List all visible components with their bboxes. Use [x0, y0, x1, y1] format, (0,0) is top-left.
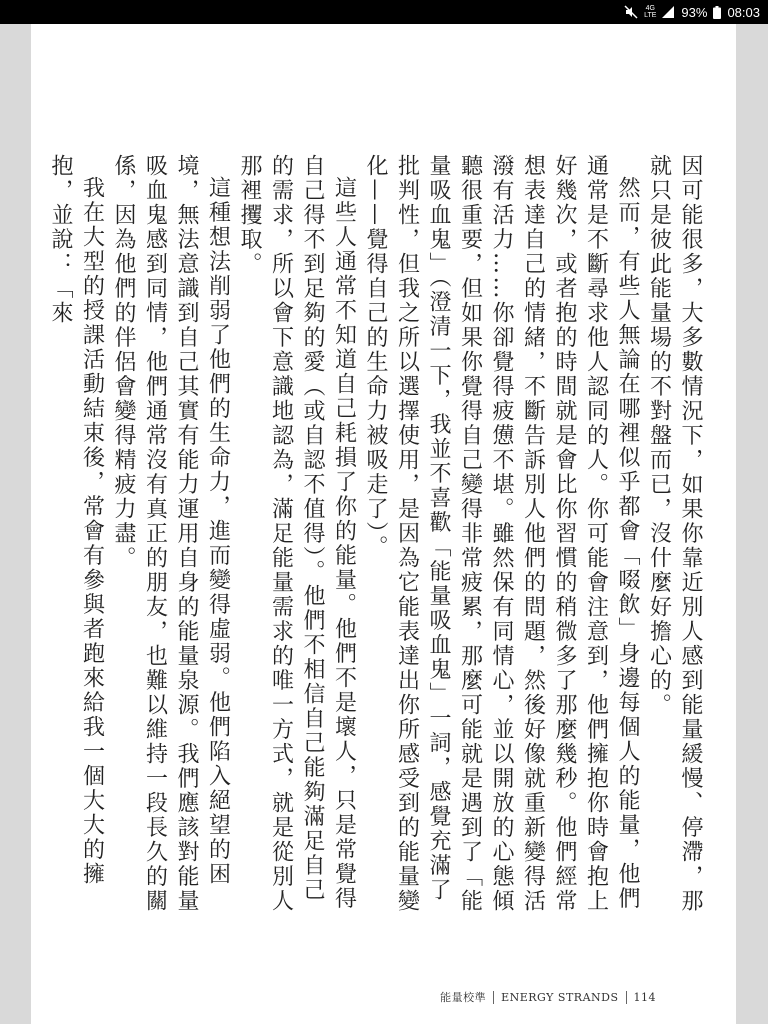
page-text [48, 154, 706, 924]
page-number: 114 [633, 990, 656, 1004]
status-icons [624, 0, 760, 24]
paragraph: 然而，有些人無論在哪裡似乎都會「啜飲」身邊每個人的能量，他們通常是不斷尋求他人認同的人。你可能會注意到，他們擁抱你時會抱上好幾次，或者抱的時間就是會比你習慣的稍微多了那麼幾秒。他們經常想表達自己的情緒，不斷告訴別人他們的問題，然後好像就重新變得活潑有活力……你卻覺得疲憊不堪。雖然保有同情心，並以開放的心態傾聽很重要，但如果你覺得自己變得非常疲累，那麼可能就是遇到了「能量吸血鬼」（澄清一下，我並不喜歡「能量吸血鬼」一詞，感覺充滿了批判性，但我之所以選擇使用，是因為它能表達出你所感受到的能量變化——覺得自己的生命力被吸走了）。 [363, 154, 640, 914]
page-footer [440, 989, 656, 1005]
paragraph: 這些人通常不知道自己耗損了你的能量。他們不是壞人，只是常覺得自己得不到足夠的愛（或自認不值得）。他們不相信自己能夠滿足自己的需求，所以會下意識地認為，滿足能量需求的唯一方式，就是從別人那裡攫取。 [237, 154, 357, 914]
network-type-top: 4G [645, 5, 655, 12]
battery-percent: 93% [681, 4, 708, 20]
network-type [644, 5, 656, 19]
paragraph-continued: 因可能很多，大多數情況下，如果你靠近別人感到能量緩慢、停滯，那就只是彼此能量場的不對盤而已，沒什麼好擔心的。 [646, 154, 703, 914]
paragraph: 我在大型的授課活動結束後，常會有參與者跑來給我一個大大的擁抱，並說：「來 [48, 154, 105, 887]
status-bar [0, 0, 768, 24]
battery-icon [713, 6, 721, 19]
network-type-bottom: LTE [644, 12, 657, 19]
footer-divider [626, 991, 627, 1004]
mute-icon [624, 5, 638, 19]
book-page[interactable] [31, 24, 736, 1024]
footer-divider [493, 991, 494, 1004]
book-title-zh: 能量校準 [440, 991, 487, 1004]
book-title-en: ENERGY STRANDS [501, 990, 619, 1004]
clock: 08:03 [727, 4, 760, 20]
paragraph: 這種想法削弱了他們的生命力，進而變得虛弱。他們陷入絕望的困境，無法意識到自己其實有能力運用自身的能量泉源。我們應該對能量吸血鬼感到同情，他們通常沒有真正的朋友，也難以維持一段長久的關係，因為他們的伴侶會變得精疲力盡。 [111, 154, 231, 914]
signal-icon [662, 6, 675, 18]
